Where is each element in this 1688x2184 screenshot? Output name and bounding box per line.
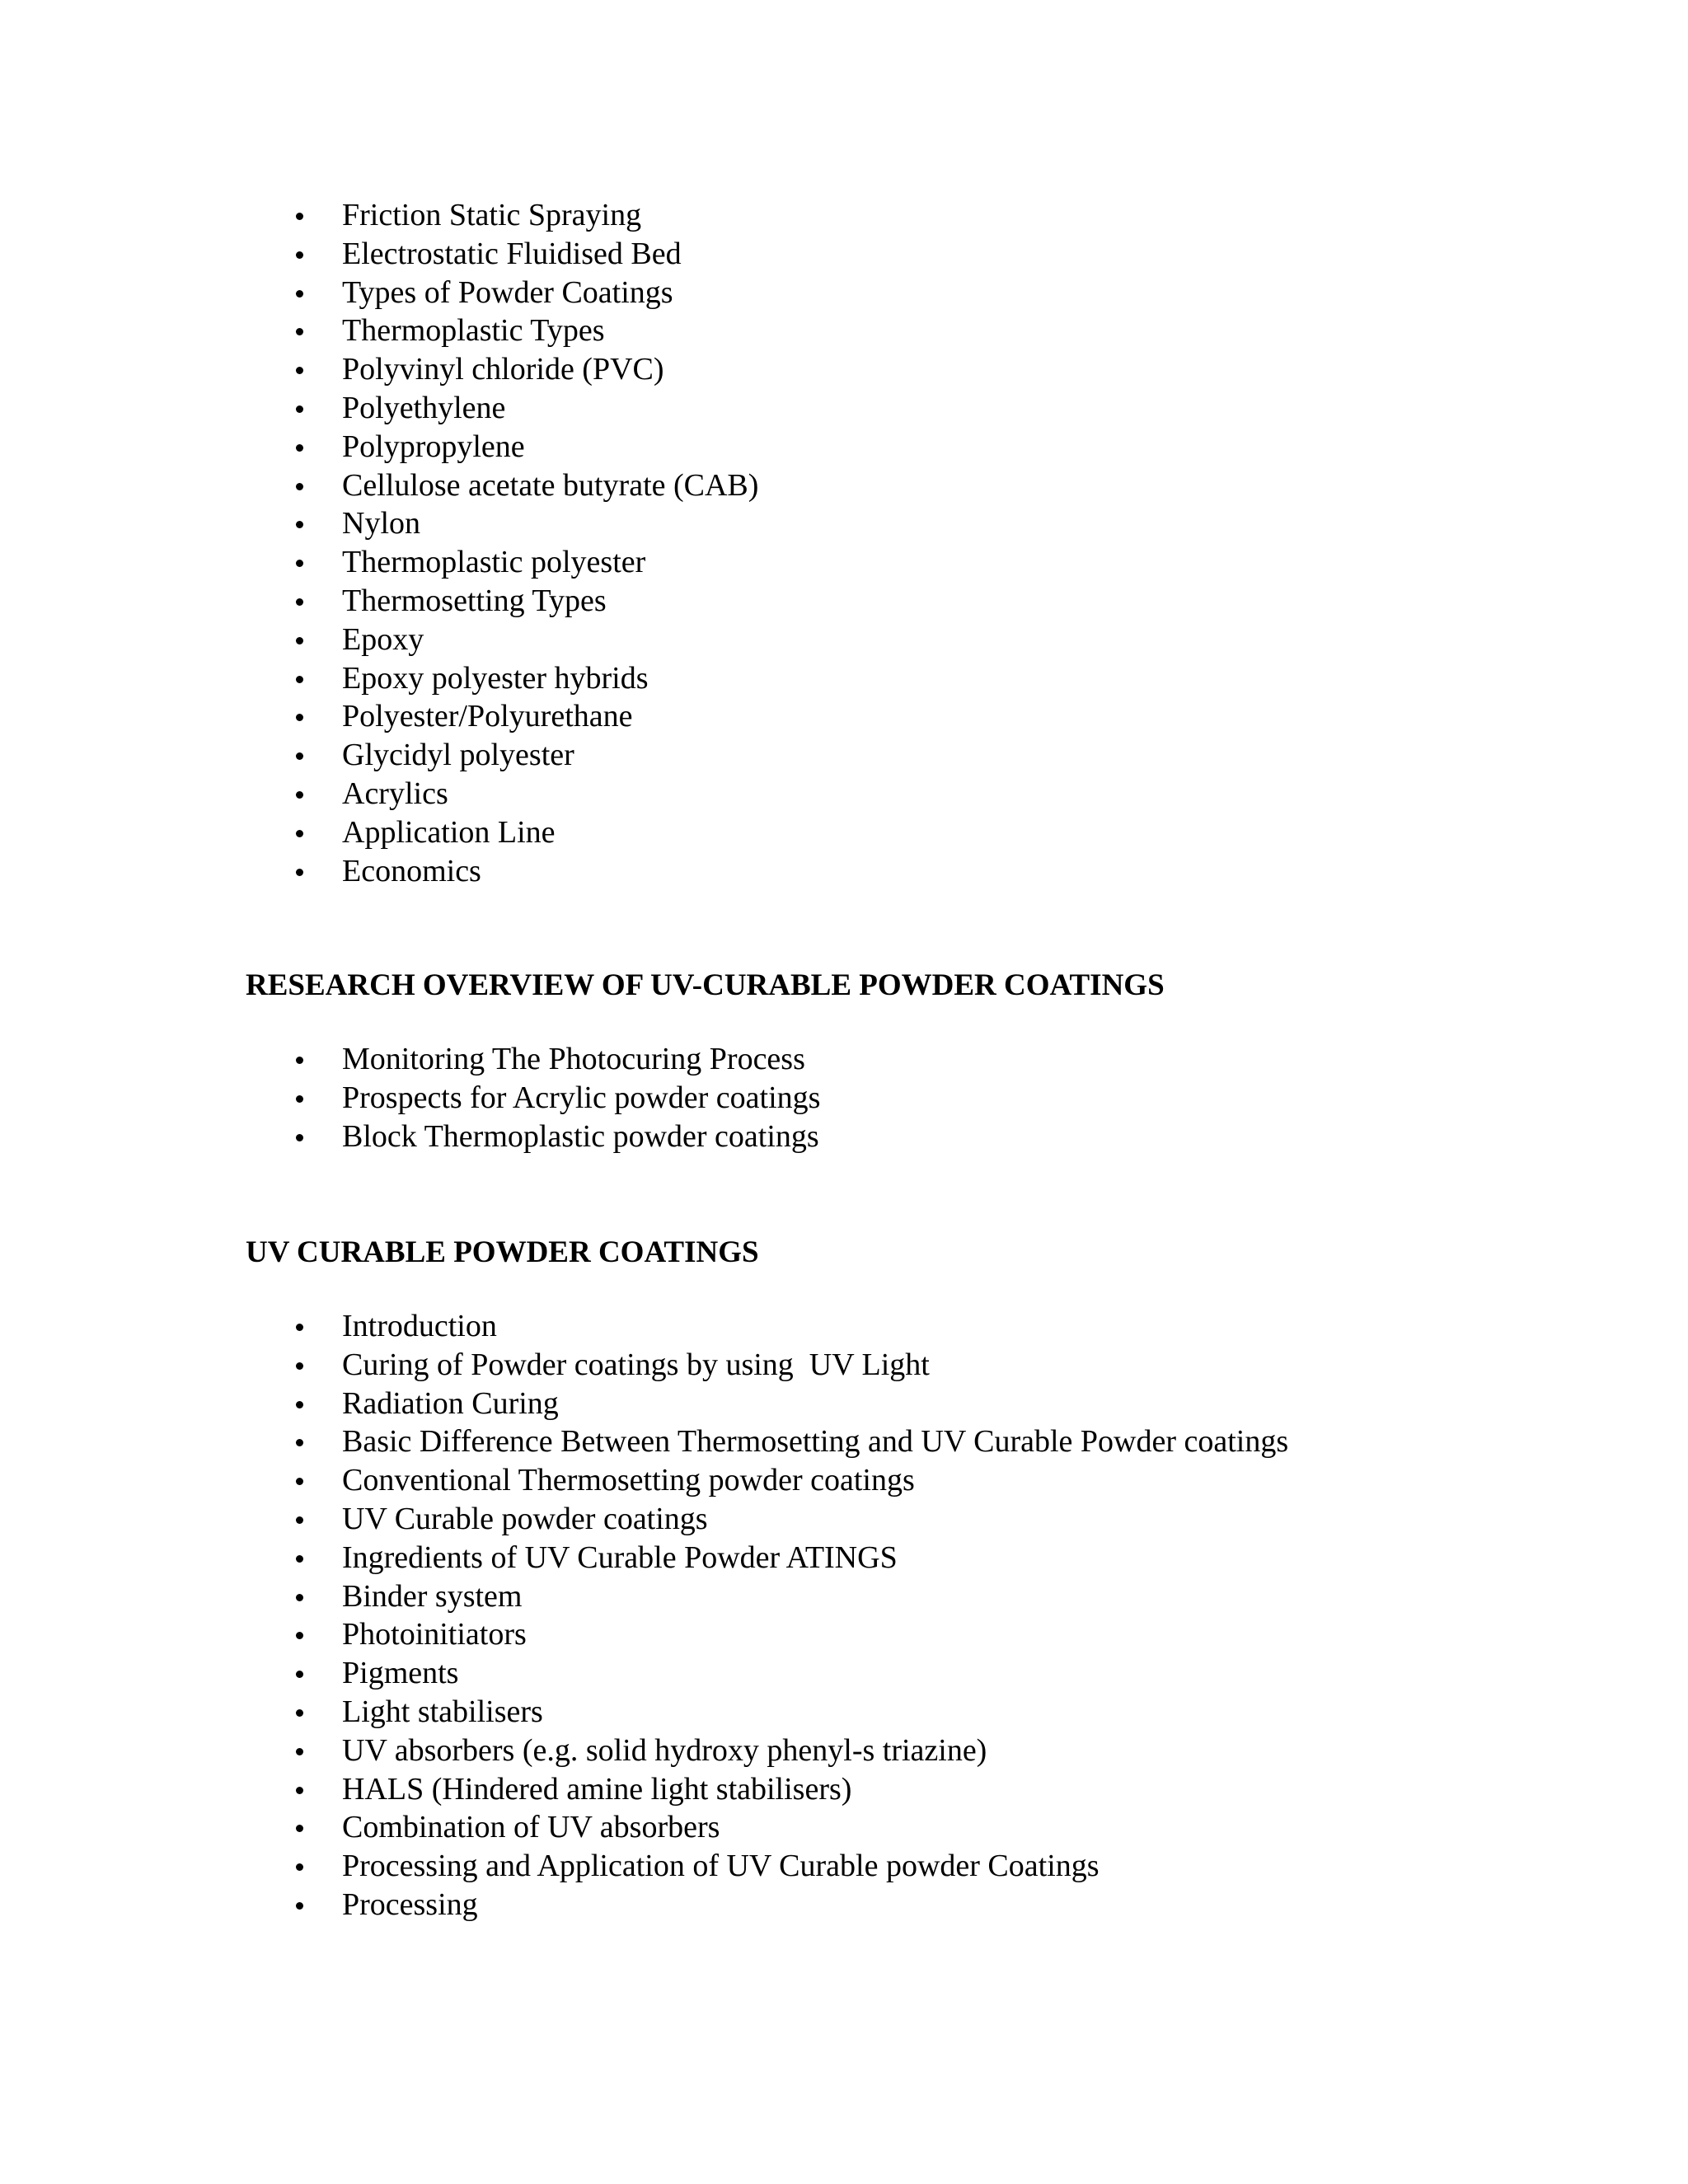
list-item-text: Monitoring The Photocuring Process — [342, 1042, 805, 1076]
list-item — [0, 813, 758, 852]
list-item — [0, 1118, 820, 1156]
bullet-icon — [293, 1847, 309, 1886]
bullet-icon — [293, 736, 309, 775]
list-item-text: Glycidyl polyester — [342, 738, 574, 773]
list-item-text: Block Thermoplastic powder coatings — [342, 1118, 819, 1154]
list-item-text: Application Line — [342, 814, 556, 850]
list-item-text: Economics — [342, 853, 481, 888]
bullet-icon — [293, 350, 309, 389]
list-item-text: Introduction — [342, 1309, 497, 1343]
list-item — [0, 196, 758, 235]
list-item — [0, 1539, 1288, 1577]
topic-list-continued — [0, 196, 758, 890]
section-heading-uv-curable: UV CURABLE POWDER COATINGS — [246, 1235, 759, 1269]
list-item — [0, 350, 758, 389]
bullet-icon — [293, 775, 309, 813]
list-item-text: HALS (Hindered amine light stabilisers) — [342, 1771, 852, 1807]
list-item-text: Curing of Powder coatings by using UV Light — [342, 1347, 930, 1382]
list-item-text: Epoxy polyester hybrids — [342, 660, 649, 696]
list-item — [0, 1808, 1288, 1847]
list-item-text: Nylon — [342, 506, 420, 541]
list-item — [0, 466, 758, 505]
bullet-icon — [293, 466, 309, 505]
list-item — [0, 1461, 1288, 1500]
list-item-text: Prospects for Acrylic powder coatings — [342, 1080, 821, 1115]
bullet-icon — [293, 274, 309, 312]
bullet-icon — [293, 235, 309, 274]
bullet-icon — [293, 1385, 309, 1423]
list-item — [0, 775, 758, 813]
bullet-icon — [293, 621, 309, 659]
uv-curable-list — [0, 1307, 1288, 1924]
list-item-text: Processing — [342, 1886, 478, 1922]
list-item — [0, 852, 758, 891]
list-item — [0, 1693, 1288, 1732]
list-item — [0, 1500, 1288, 1539]
bullet-icon — [293, 1808, 309, 1847]
list-item-text: Polyester/Polyurethane — [342, 699, 633, 734]
list-item-text: Thermoplastic polyester — [342, 545, 646, 580]
list-item — [0, 1040, 820, 1079]
bullet-icon — [293, 697, 309, 736]
list-item — [0, 582, 758, 621]
list-item-text: Processing and Application of UV Curable powder Coatings — [342, 1849, 1100, 1884]
bullet-icon — [293, 312, 309, 350]
list-item-text: Acrylics — [342, 776, 448, 811]
list-item-text: Polypropylene — [342, 429, 525, 464]
bullet-icon — [293, 1770, 309, 1809]
list-item-text: Thermoplastic Types — [342, 313, 605, 349]
bullet-icon — [293, 852, 309, 891]
list-item — [0, 235, 758, 274]
list-item-text: Radiation Curing — [342, 1385, 559, 1421]
list-item — [0, 1654, 1288, 1693]
list-item-text: Conventional Thermosetting powder coatings — [342, 1463, 915, 1498]
list-item — [0, 736, 758, 775]
list-item-text: Polyvinyl chloride (PVC) — [342, 352, 664, 387]
bullet-icon — [293, 1732, 309, 1770]
bullet-icon — [293, 543, 309, 582]
list-item-text: Light stabilisers — [342, 1694, 543, 1729]
list-item-text: Combination of UV absorbers — [342, 1810, 720, 1845]
bullet-icon — [293, 1577, 309, 1616]
bullet-icon — [293, 504, 309, 543]
list-item-text: Ingredients of UV Curable Powder ATINGS — [342, 1540, 898, 1575]
bullet-icon — [293, 196, 309, 235]
section-heading-research-overview: RESEARCH OVERVIEW OF UV-CURABLE POWDER COATINGS — [246, 968, 1165, 1002]
bullet-icon — [293, 1886, 309, 1924]
list-item — [0, 1577, 1288, 1616]
list-item — [0, 543, 758, 582]
list-item-text: Pigments — [342, 1656, 459, 1691]
list-item-text: Friction Static Spraying — [342, 198, 642, 232]
bullet-icon — [293, 1500, 309, 1539]
bullet-icon — [293, 1422, 309, 1461]
list-item-text: Electrostatic Fluidised Bed — [342, 236, 682, 271]
bullet-icon — [293, 389, 309, 428]
list-item — [0, 1615, 1288, 1654]
list-item — [0, 697, 758, 736]
bullet-icon — [293, 1654, 309, 1693]
bullet-icon — [293, 813, 309, 852]
list-item — [0, 621, 758, 659]
list-item — [0, 1732, 1288, 1770]
list-item-text: UV Curable powder coatings — [342, 1501, 708, 1536]
list-item — [0, 1422, 1288, 1461]
list-item — [0, 1307, 1288, 1346]
list-item — [0, 428, 758, 466]
bullet-icon — [293, 1539, 309, 1577]
list-item-text: Types of Powder Coatings — [342, 274, 673, 310]
bullet-icon — [293, 1615, 309, 1654]
list-item — [0, 1346, 1288, 1385]
list-item-text: UV absorbers (e.g. solid hydroxy phenyl-s triazine) — [342, 1732, 987, 1768]
list-item — [0, 312, 758, 350]
bullet-icon — [293, 1346, 309, 1385]
bullet-icon — [293, 659, 309, 698]
list-item — [0, 274, 758, 312]
list-item — [0, 1886, 1288, 1924]
bullet-icon — [293, 1307, 309, 1346]
bullet-icon — [293, 1461, 309, 1500]
list-item-text: Epoxy — [342, 621, 424, 657]
research-overview-list — [0, 1040, 820, 1155]
list-item — [0, 1385, 1288, 1423]
list-item-text: Photoinitiators — [342, 1617, 527, 1652]
list-item — [0, 1847, 1288, 1886]
list-item-text: Cellulose acetate butyrate (CAB) — [342, 467, 759, 503]
list-item — [0, 389, 758, 428]
list-item-text: Binder system — [342, 1578, 523, 1614]
bullet-icon — [293, 1079, 309, 1118]
list-item-text: Thermosetting Types — [342, 583, 607, 618]
bullet-icon — [293, 1040, 309, 1079]
list-item — [0, 1079, 820, 1118]
bullet-icon — [293, 428, 309, 466]
bullet-icon — [293, 582, 309, 621]
list-item — [0, 504, 758, 543]
list-item-text: Polyethylene — [342, 390, 506, 425]
bullet-icon — [293, 1693, 309, 1732]
list-item-text: Basic Difference Between Thermosetting and UV Curable Powder coatings — [342, 1424, 1289, 1460]
bullet-icon — [293, 1118, 309, 1156]
list-item — [0, 659, 758, 698]
list-item — [0, 1770, 1288, 1809]
